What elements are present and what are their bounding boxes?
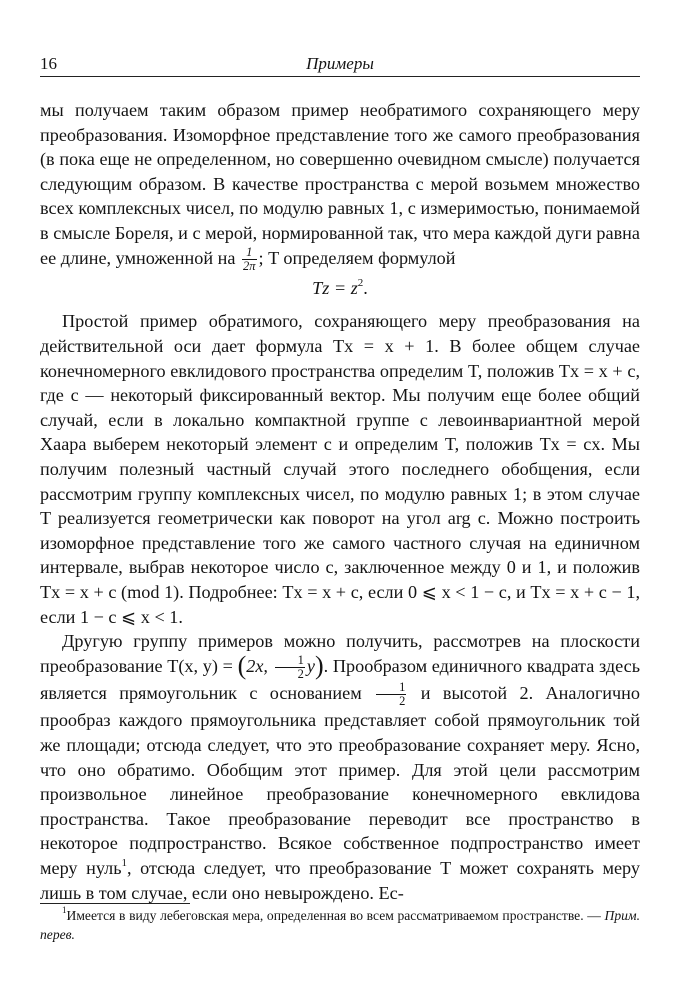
- big-paren-close: ): [315, 650, 324, 680]
- paragraph-3-part-2: . Прообразом единичного квадрата здесь является прямоугольник с основанием: [40, 655, 641, 704]
- page-header: [40, 54, 640, 77]
- footnote-divider: [40, 903, 190, 904]
- fraction-numerator: 1: [242, 246, 257, 260]
- fraction-one-half-b: [376, 681, 406, 708]
- display-formula: [40, 276, 640, 301]
- paragraph-1-text: мы получаем таким образом пример необратимого сохраняющего меру преобразования. Изоморфное представление того же самого преобразования (в пока еще не определенном, но совершенно очевидном смысле) получается следующим образом. В качестве пространства с мерой возьмем множество всех комплексных чисел, по модулю равных 1, с измеримостью, понимаемой в смысле Бореля, и с мерой, нормированной так, что мера каждой дуги равна ее длине, умноженной на: [40, 100, 640, 268]
- big-paren-open: (: [237, 650, 247, 680]
- paragraph-3-part-1: Другую группу примеров можно получить, рассмотрев на плоскости преобразование T(x, y) =: [40, 631, 640, 676]
- formula-exponent: 2: [357, 276, 364, 289]
- paragraph-3-part-4: , отсюда следует, что преобразование T может сохранять меру лишь в том случае, если оно невырождено. Ес-: [40, 858, 640, 903]
- paragraph-2: Простой пример обратимого, сохраняющего меру преобразования на действительной оси дает формула Tx = x + 1. В более общем случае конечномерного евклидового пространства определим T, положив Tx = x + c, где c — некоторый фиксированный вектор. Мы получим еще более общий случай, если в локально компактной группе с левоинвариантной мерой Хаара выберем некоторый элемент c и определим T, положив Tx = cx. Мы получим полезный частный случай этого последнего обобщения, если рассмотрим группу комплексных чисел, по модулю равных 1; в этом случае T реализуется геометрически как поворот на угол arg c. Можно построить изоморфное представление того же самого частного случая на единичном интервале, выбрав некоторое число c, заключенное между 0 и 1, и положив Tx = x + c (mod 1). Подробнее: Tx = x + c, если 0 ⩽ x < 1 − c, и Tx = x + c − 1, если 1 − c ⩽ x < 1.: [40, 311, 640, 627]
- formula-end: .: [363, 277, 368, 298]
- footnote-mark: 1: [62, 905, 67, 916]
- footnote-attribution: Прим. перев.: [40, 908, 640, 942]
- page-number: 16: [40, 54, 57, 73]
- fraction-numerator: 1: [376, 681, 406, 695]
- running-title: Примеры: [306, 54, 374, 73]
- fraction-denominator: 2: [297, 667, 304, 682]
- fraction-one-over-two-pi: [242, 246, 257, 273]
- paragraph-3: [40, 629, 640, 905]
- footnote-reference[interactable]: 1: [121, 856, 127, 869]
- formula-lhs: Tz = z: [312, 277, 358, 298]
- page-body: [40, 98, 640, 905]
- fraction-numerator: 1: [275, 654, 305, 668]
- footnote: [40, 906, 640, 944]
- fraction-one-half-a: [275, 654, 305, 681]
- fraction-denominator: 2: [399, 694, 406, 709]
- paragraph-1: [40, 98, 640, 273]
- paragraph-1-tail: ; T определяем формулой: [258, 247, 456, 268]
- footnote-text: Имеется в виду лебеговская мера, определенная во всем рассматриваемом пространстве. —: [66, 908, 601, 923]
- fraction-denominator: 2π: [242, 258, 256, 273]
- transform-inner-a: 2x,: [246, 655, 268, 676]
- transform-inner-b: y: [306, 655, 315, 676]
- paragraph-3-part-3: и высотой 2. Аналогично прообраз каждого прямоугольника представляет собой прямоугольник той же площади; отсюда следует, что это преобразование сохраняет меру. Ясно, что оно обратимо. Обобщим этот пример. Для этой цели рассмотрим произвольное линейное преобразование конечномерного евклидова пространства. Такое преобразование переводит все пространство в некоторое подпространство. Всякое собственное подпространство имеет меру нуль: [40, 683, 640, 879]
